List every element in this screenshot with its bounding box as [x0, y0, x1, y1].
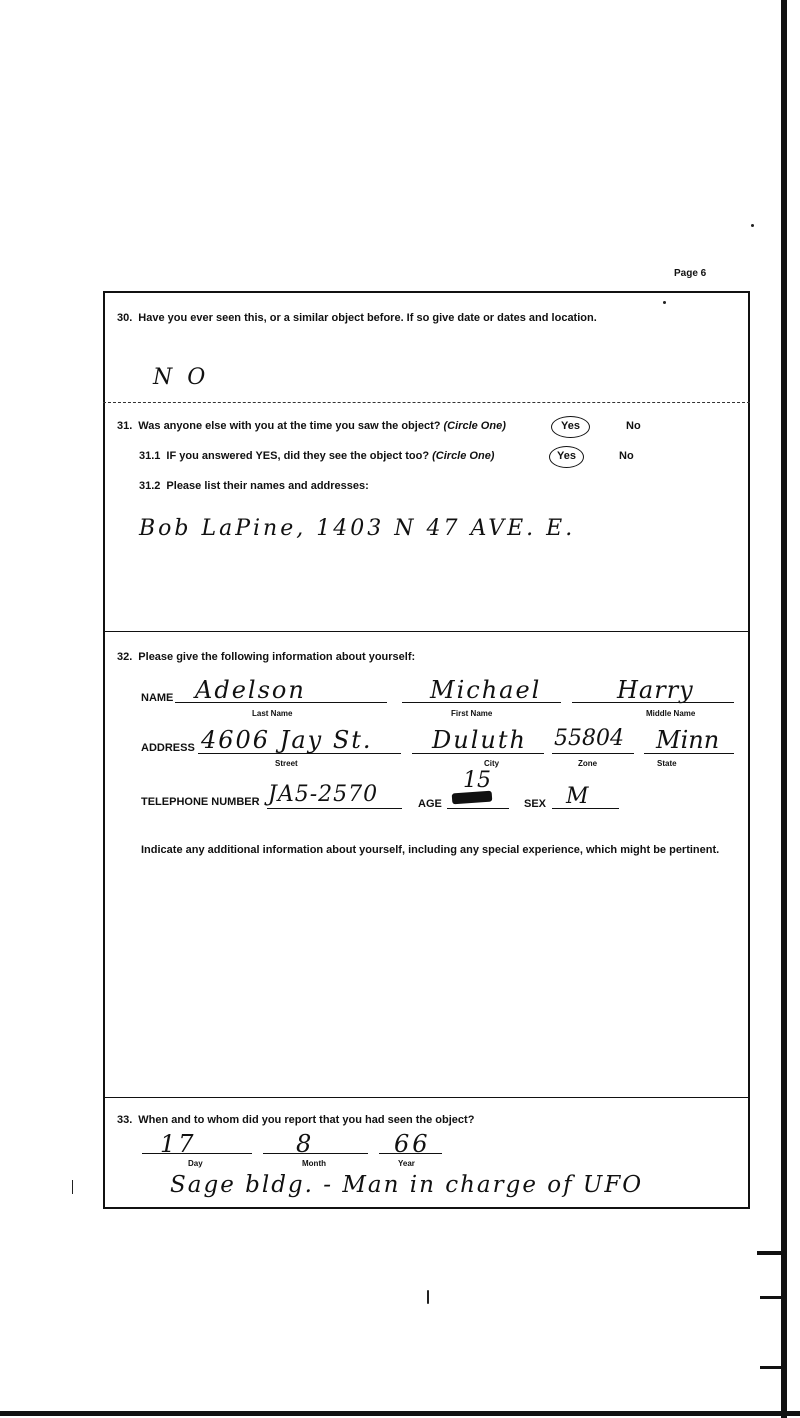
state-value: Minn [656, 726, 720, 754]
zone-caption: Zone [578, 759, 598, 768]
question-number: 31.1 [139, 450, 161, 462]
year-caption: Year [398, 1159, 415, 1168]
question-text: Please give the following information about yourself: [138, 651, 416, 663]
sex-label: SEX [524, 798, 547, 810]
month-value: 8 [296, 1130, 312, 1158]
circle-one-hint: (Circle One) [443, 420, 506, 432]
month-line [263, 1153, 368, 1154]
month-caption: Month [302, 1159, 326, 1168]
section-divider [103, 402, 750, 403]
street-value: 4606 Jay St. [201, 726, 373, 754]
first-name-caption: First Name [451, 709, 493, 718]
question-number: 33. [117, 1114, 133, 1126]
question-31-1 [139, 450, 494, 462]
city-value: Duluth [432, 726, 527, 754]
section-divider [103, 631, 750, 632]
state-caption: State [657, 759, 677, 768]
question-text: Please list their names and addresses: [166, 480, 369, 492]
question-31 [117, 420, 506, 432]
question-number: 31. [117, 420, 133, 432]
year-value: 66 [394, 1130, 431, 1158]
option-yes: Yes [561, 420, 580, 432]
question-text: When and to whom did you report that you had seen the object? [138, 1114, 475, 1126]
question-33 [117, 1114, 474, 1126]
answer-33: Sage bldg. - Man in charge of UFO [170, 1172, 644, 1198]
street-caption: Street [275, 759, 298, 768]
last-name-caption: Last Name [252, 709, 293, 718]
option-yes: Yes [557, 450, 576, 462]
question-number: 32. [117, 651, 133, 663]
option-no: No [619, 450, 634, 462]
name-label: NAME [141, 692, 174, 704]
day-line [142, 1153, 252, 1154]
question-number: 30. [117, 312, 133, 324]
scan-speck [72, 1180, 73, 1194]
phone-line [267, 808, 402, 809]
zone-value: 55804 [554, 726, 624, 751]
section-divider [103, 1097, 750, 1098]
answer-30: N O [153, 365, 210, 390]
question-number: 31.2 [139, 480, 161, 492]
scan-mark [760, 1366, 782, 1369]
address-label: ADDRESS [141, 742, 195, 754]
page-number: Page 6 [674, 268, 707, 279]
scan-edge-bottom [0, 1411, 800, 1416]
scan-edge-right [781, 0, 787, 1418]
additional-info-prompt: Indicate any additional information about yourself, including any special experience, which might be pertinent. [141, 844, 720, 856]
scan-mark [760, 1296, 782, 1299]
middle-name-caption: Middle Name [646, 709, 696, 718]
middle-name-value: Harry [617, 676, 694, 704]
option-no: No [626, 420, 641, 432]
question-32 [117, 651, 415, 663]
sex-value: M [566, 784, 589, 809]
circle-one-hint: (Circle One) [432, 450, 495, 462]
question-text: IF you answered YES, did they see the object too? [166, 450, 430, 462]
question-text: Was anyone else with you at the time you saw the object? [138, 420, 441, 432]
age-line [447, 808, 509, 809]
phone-label: TELEPHONE NUMBER [141, 796, 260, 808]
age-value: 15 [463, 768, 491, 793]
first-name-value: Michael [430, 676, 542, 704]
answer-31-2: Bob LaPine, 1403 N 47 AVE. E. [139, 516, 576, 541]
scan-mark [757, 1251, 783, 1255]
scan-speck [427, 1290, 429, 1304]
age-label: AGE [418, 798, 442, 810]
day-value: 17 [160, 1130, 197, 1158]
last-name-value: Adelson [195, 676, 306, 704]
city-caption: City [484, 759, 500, 768]
question-text: Have you ever seen this, or a similar object before. If so give date or dates and location. [138, 312, 597, 324]
question-31-2 [139, 480, 369, 492]
phone-value: JA5-2570 [268, 782, 379, 807]
zone-line [552, 753, 634, 754]
day-caption: Day [188, 1159, 203, 1168]
scan-speck [751, 224, 754, 227]
question-30 [117, 312, 597, 324]
